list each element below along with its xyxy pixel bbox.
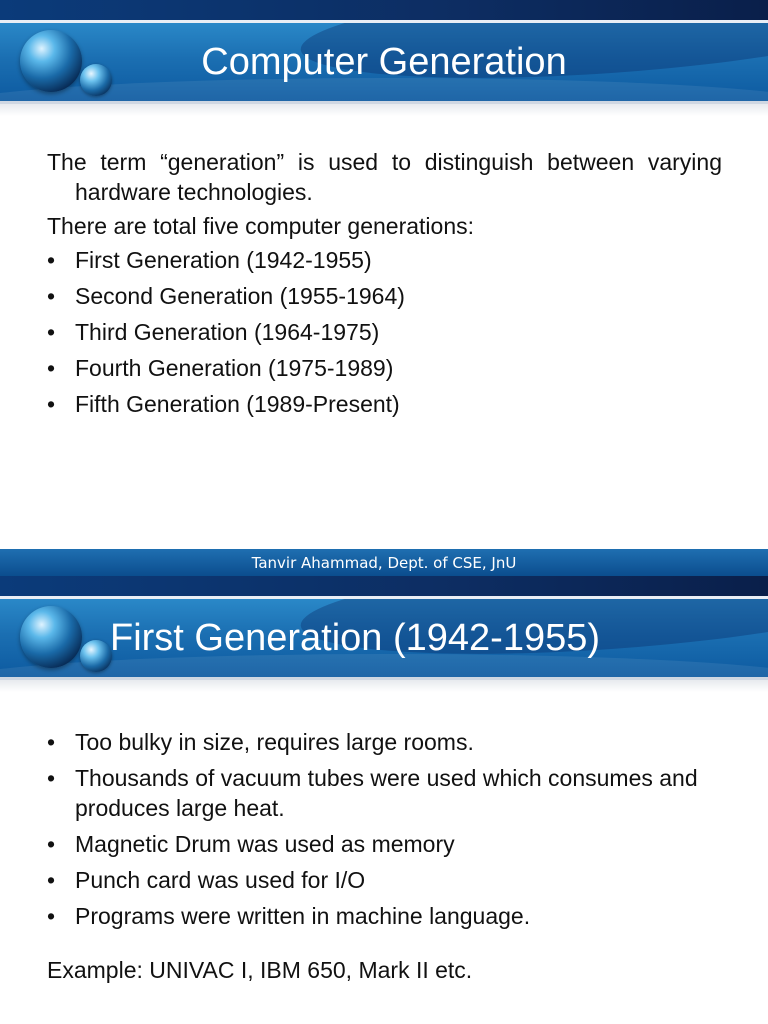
list-item-text: Punch card was used for I/O (75, 867, 366, 893)
slide-body (47, 727, 722, 989)
list-item (47, 317, 722, 347)
bullet-icon: • (47, 765, 56, 791)
slide-body (47, 147, 722, 425)
list-item-text: Too bulky in size, requires large rooms. (75, 729, 474, 755)
bullet-icon: • (47, 867, 56, 893)
header-shadow (0, 104, 768, 116)
slide-first-generation (0, 576, 768, 1024)
list-item-text: Second Generation (1955-1964) (75, 283, 405, 309)
list-item (47, 281, 722, 311)
header-shadow (0, 680, 768, 692)
list-item (47, 727, 722, 757)
bullet-icon: • (47, 283, 56, 309)
slide-title: Computer Generation (201, 41, 567, 83)
list-item (47, 389, 722, 419)
bullet-icon: • (47, 831, 56, 857)
bullet-icon: • (47, 319, 56, 345)
bullet-icon: • (47, 391, 56, 417)
header-top-strip (0, 576, 768, 596)
slide-title: First Generation (1942-1955) (110, 617, 601, 659)
bullet-icon: • (47, 729, 56, 755)
list-item-text: First Generation (1942-1955) (75, 247, 372, 273)
example-text: Example: UNIVAC I, IBM 650, Mark II etc. (47, 957, 473, 983)
list-item (47, 901, 722, 931)
list-item-text: Third Generation (1964-1975) (75, 319, 380, 345)
list-item (47, 763, 722, 823)
list-item (47, 829, 722, 859)
list-item-text: Fifth Generation (1989-Present) (75, 391, 400, 417)
intro-paragraph: The term “generation” is used to distinguish between varying hardware technologies. (47, 149, 722, 205)
bullet-icon: • (47, 355, 56, 381)
small-orb-icon (80, 640, 112, 672)
list-item-text: Magnetic Drum was used as memory (75, 831, 455, 857)
list-item-text: Fourth Generation (1975-1989) (75, 355, 394, 381)
bullet-icon: • (47, 903, 56, 929)
bullet-icon: • (47, 247, 56, 273)
header-top-strip (0, 0, 768, 20)
globe-orb-icon (20, 606, 82, 668)
intro-paragraph-2: There are total five computer generations: (47, 213, 475, 239)
list-item (47, 865, 722, 895)
list-item-text: Programs were written in machine language. (75, 903, 531, 929)
list-item (47, 353, 722, 383)
footer-text: Tanvir Ahammad, Dept. of CSE, JnU (251, 554, 517, 572)
slide-footer (0, 549, 768, 576)
list-item-text: Thousands of vacuum tubes were used which consumes and produces large heat. (75, 765, 698, 821)
list-item (47, 245, 722, 275)
